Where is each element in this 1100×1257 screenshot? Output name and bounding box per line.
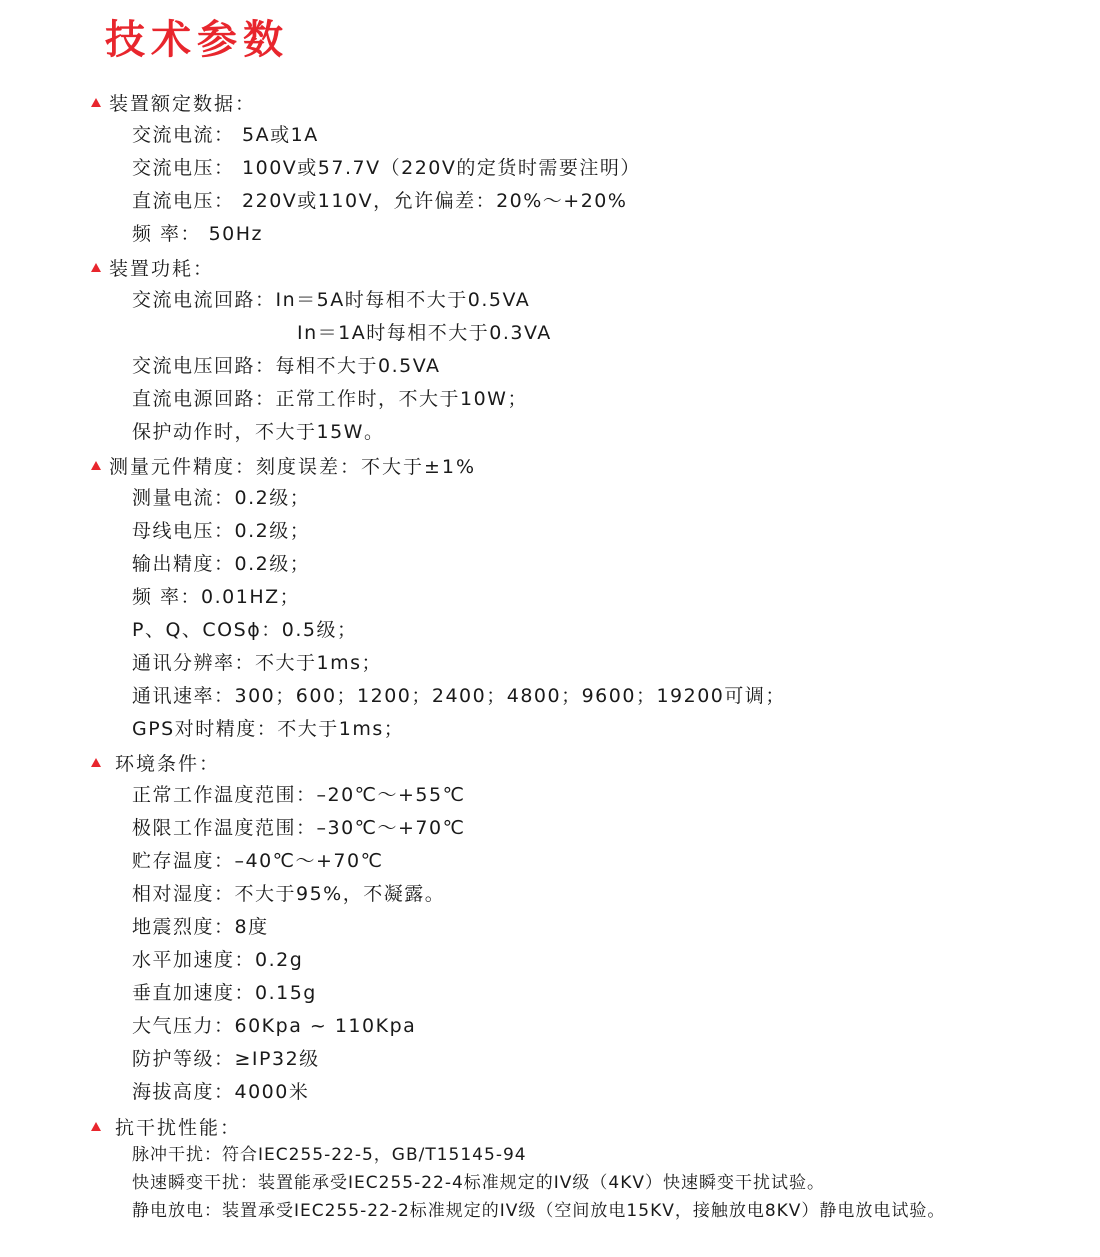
spec-item: 静电放电：装置承受IEC255-22-2标准规定的IV级（空间放电15KV，接触放电8KV）静电放电试验。 (132, 1201, 946, 1221)
spec-item: 相对湿度：不大于95%，不凝露。 (132, 883, 446, 905)
spec-item: 海拔高度：4000米 (132, 1081, 310, 1103)
section-heading-rated-data (88, 86, 1078, 119)
red-triangle-icon (91, 461, 101, 470)
spec-item: 垂直加速度：0.15g (132, 982, 317, 1004)
spec-item: 通讯分辨率：不大于1ms； (132, 652, 382, 674)
section-heading-measurement-accuracy (88, 449, 1078, 482)
spec-item: 极限工作温度范围：–30℃～+70℃ (132, 817, 466, 839)
spec-item: 快速瞬变干扰：装置能承受IEC255-22-4标准规定的IV级（4KV）快速瞬变干扰试验。 (132, 1173, 826, 1193)
section-heading-environment (88, 746, 1078, 779)
spec-item: GPS对时精度：不大于1ms； (132, 718, 405, 740)
spec-item: 直流电压： 220V或110V，允许偏差：20%～+20% (132, 190, 628, 212)
spec-item: 脉冲干扰：符合IEC255-22-5，GB/T15145-94 (132, 1145, 527, 1165)
spec-item: 交流电流回路：In＝5A时每相不大于0.5VA (132, 289, 531, 311)
spec-content (88, 86, 1078, 1225)
spec-item: 母线电压：0.2级； (132, 520, 311, 542)
red-triangle-icon (91, 758, 101, 767)
spec-item: 正常工作温度范围：–20℃～+55℃ (132, 784, 466, 806)
red-triangle-icon (91, 1122, 101, 1131)
spec-item: 交流电压： 100V或57.7V（220V的定货时需要注明） (132, 157, 641, 179)
spec-item: 频 率：0.01HZ； (132, 586, 301, 608)
spec-item: 防护等级：≥IP32级 (132, 1048, 320, 1070)
page-title: 技术参数 (105, 17, 289, 63)
spec-item: 通讯速率：300；600；1200；2400；4800；9600；19200可调； (132, 685, 786, 707)
spec-item: 频 率： 50Hz (132, 223, 264, 245)
section-heading-power-consumption (88, 251, 1078, 284)
spec-item: 水平加速度：0.2g (132, 949, 304, 971)
spec-item: 输出精度：0.2级； (132, 553, 311, 575)
spec-item: 地震烈度：8度 (132, 916, 269, 938)
section-heading-label: 环境条件： (115, 753, 221, 775)
section-heading-label: 装置功耗： (109, 258, 215, 280)
spec-item: 大气压力：60Kpa ~ 110Kpa (132, 1015, 417, 1037)
spec-item: 保护动作时，不大于15W。 (132, 421, 385, 443)
spec-item: 贮存温度：–40℃～+70℃ (132, 850, 384, 872)
section-heading-anti-interference (88, 1111, 1078, 1141)
spec-item: 测量电流：0.2级； (132, 487, 311, 509)
section-heading-label: 抗干扰性能： (115, 1116, 242, 1139)
spec-item: 交流电流： 5A或1A (132, 124, 319, 146)
section-heading-label: 装置额定数据： (109, 93, 257, 115)
red-triangle-icon (91, 98, 101, 107)
spec-item: 直流电源回路：正常工作时，不大于10W； (132, 388, 528, 410)
spec-item: 交流电压回路：每相不大于0.5VA (132, 355, 441, 377)
spec-item: P、Q、COSϕ：0.5级； (132, 619, 358, 641)
section-heading-label: 测量元件精度：刻度误差：不大于±1% (109, 456, 477, 478)
red-triangle-icon (91, 263, 101, 272)
spec-item: In＝1A时每相不大于0.3VA (297, 322, 552, 344)
